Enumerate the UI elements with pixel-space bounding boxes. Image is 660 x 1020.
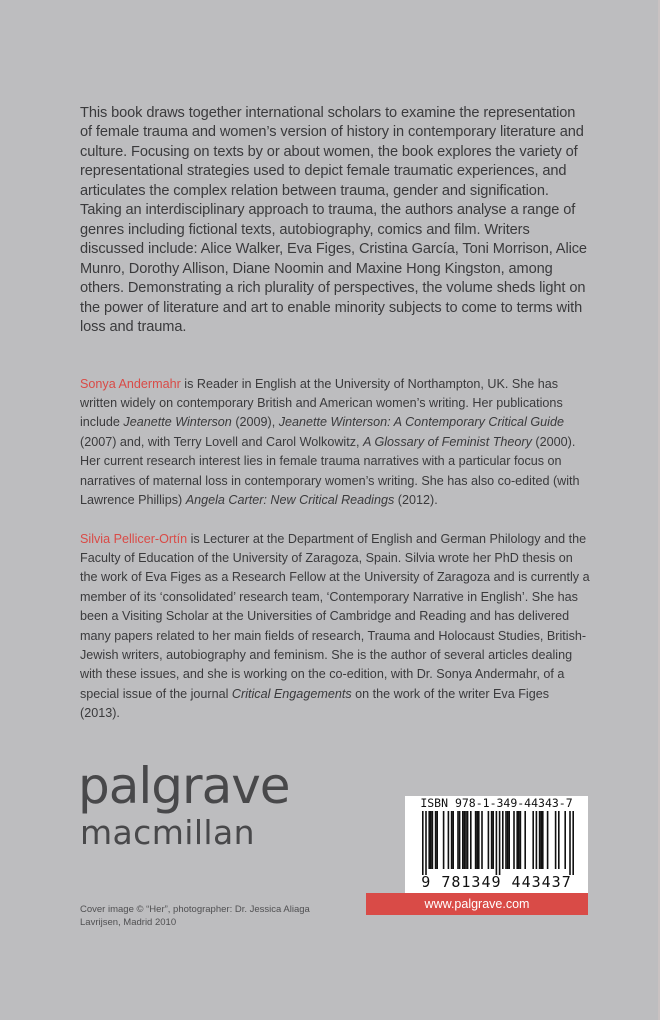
barcode-bar bbox=[481, 811, 483, 869]
title-italic: Angela Carter: New Critical Readings bbox=[185, 493, 395, 508]
bio-text-run: (2009), bbox=[231, 415, 279, 430]
bio-text-run: (2000). Her current research interest lies in female trauma narratives with a particular focus on narratives of maternal loss in contemporary women’s writing. She has also co-edited (with Lawrence Phillips) bbox=[80, 434, 580, 508]
barcode-bar bbox=[558, 811, 560, 869]
publisher-logo-palgrave: palgrave bbox=[78, 757, 290, 815]
barcode-bar bbox=[452, 811, 454, 869]
barcode-bar bbox=[462, 811, 464, 869]
barcode-bar bbox=[502, 811, 504, 869]
title-italic: A Glossary of Feminist Theory bbox=[363, 434, 532, 449]
barcode-bar bbox=[430, 811, 432, 869]
barcode-bar bbox=[508, 811, 510, 869]
barcode-bar bbox=[478, 811, 480, 869]
ean-digits: 9 781349 443437 bbox=[421, 873, 572, 891]
barcode-bar bbox=[457, 811, 459, 869]
barcode-bar bbox=[436, 811, 438, 869]
barcode-bar bbox=[539, 811, 541, 869]
barcode-bar bbox=[491, 811, 493, 869]
bio-text-run: (2007) and, with Terry Lovell and Carol Wolkowitz, bbox=[80, 434, 364, 449]
barcode-bar bbox=[518, 811, 520, 869]
barcode-bar bbox=[536, 811, 538, 869]
barcode-bar bbox=[499, 811, 501, 875]
barcode-bar bbox=[459, 811, 461, 869]
publisher-logo bbox=[78, 758, 290, 852]
barcode-bar bbox=[524, 811, 526, 869]
barcode-bar bbox=[555, 811, 557, 869]
barcode-bar bbox=[520, 811, 522, 869]
barcode-bar bbox=[540, 811, 542, 869]
barcode-bar bbox=[542, 811, 544, 869]
cover-image-credit: Cover image © “Her”, photographer: Dr. Jessica Aliaga Lavrijsen, Madrid 2010 bbox=[80, 903, 310, 928]
barcode-bar bbox=[443, 811, 445, 869]
author-bio-andermahr bbox=[80, 375, 590, 511]
barcode-bar bbox=[432, 811, 434, 869]
bio-text bbox=[80, 377, 580, 507]
publisher-website-link[interactable]: www.palgrave.com bbox=[366, 893, 588, 915]
barcode-bar bbox=[516, 811, 518, 869]
isbn-barcode bbox=[405, 796, 588, 893]
barcode-bar bbox=[569, 811, 571, 875]
bio-text-run: on the work of the writer Eva Figes (2013). bbox=[80, 686, 550, 721]
barcode-bar bbox=[513, 811, 515, 869]
isbn-label: ISBN 978-1-349-44343-7 bbox=[420, 796, 573, 810]
barcode-bar bbox=[507, 811, 509, 869]
barcode-bar bbox=[572, 811, 574, 875]
author-name: Sonya Andermahr bbox=[80, 376, 181, 391]
barcode-bar bbox=[467, 811, 469, 869]
bio-text-run: is Reader in English at the University of Northampton, UK. She has written widely on contemporary British and American women’s writing. Her publications include bbox=[80, 376, 563, 430]
author-bio-pellicer-ortin bbox=[80, 530, 590, 724]
title-italic: Jeanette Winterson bbox=[123, 415, 232, 430]
bio-text-run: is Lecturer at the Department of English and German Philology and the Faculty of Education of the University of Zaragoza, Spain. Silvia wrote her PhD thesis on the work of Eva Figes as a Research Fellow at the University of Zaragoza and is currently a member of its ‘consolidated’ research team, ‘Contemporary Narrative in English’. She has been a Visiting Scholar at the Universities of Cambridge and Reading and has delivered many papers related to her main fields of research, Trauma and Holocaust Studies, British-Jewish writers, autobiography and feminism. She is the author of several articles dealing with these issues, and she is working on the co-edition, with Dr. Sonya Andermahr, of a special issue of the journal bbox=[80, 531, 590, 701]
barcode-bar bbox=[422, 811, 424, 875]
barcode-bar bbox=[470, 811, 472, 869]
barcode-bar bbox=[488, 811, 490, 869]
barcode-bar bbox=[547, 811, 549, 869]
barcode-bar bbox=[532, 811, 534, 869]
barcode-bar bbox=[464, 811, 466, 869]
barcode-bar bbox=[451, 811, 453, 869]
barcode-bar bbox=[448, 811, 450, 869]
barcode-bar bbox=[435, 811, 437, 869]
barcode-bars bbox=[405, 811, 588, 875]
publisher-logo-macmillan: macmillan bbox=[80, 813, 255, 852]
book-description: This book draws together international scholars to examine the representation of female trauma and women’s version of history in contemporary literature and culture. Focusing on texts by or about women, the book explores the variety of representational strategies used to depict female traumatic experiences, and articulates the complex relation between trauma, gender and signification. Taking an interdisciplinary approach to trauma, the authors analyse a range of genres including fictional texts, autobiography, comics and film. Writers discussed include: Alice Walker, Eva Figes, Cristina García, Toni Morrison, Alice Munro, Dorothy Allison, Diane Noomin and Maxine Hong Kingston, among others. Demonstrating a rich plurality of perspectives, the volume sheds light on the power of literature and art to enable minority subjects to come to terms with loss and trauma. bbox=[80, 104, 587, 336]
bio-text bbox=[80, 532, 590, 721]
barcode-bar bbox=[564, 811, 566, 869]
author-name: Silvia Pellicer-Ortín bbox=[80, 531, 188, 546]
barcode-bar bbox=[505, 811, 507, 869]
barcode-bar bbox=[475, 811, 477, 869]
barcode-bar bbox=[476, 811, 478, 869]
title-italic: Critical Engagements bbox=[231, 686, 352, 701]
barcode-bar bbox=[465, 811, 467, 869]
bio-text-run: (2012). bbox=[394, 493, 438, 508]
barcode-bar bbox=[496, 811, 498, 875]
barcode-bar bbox=[492, 811, 494, 869]
barcode-bar bbox=[428, 811, 430, 869]
title-italic: Jeanette Winterson: A Contemporary Critical Guide bbox=[278, 415, 564, 430]
barcode-bar bbox=[425, 811, 427, 875]
